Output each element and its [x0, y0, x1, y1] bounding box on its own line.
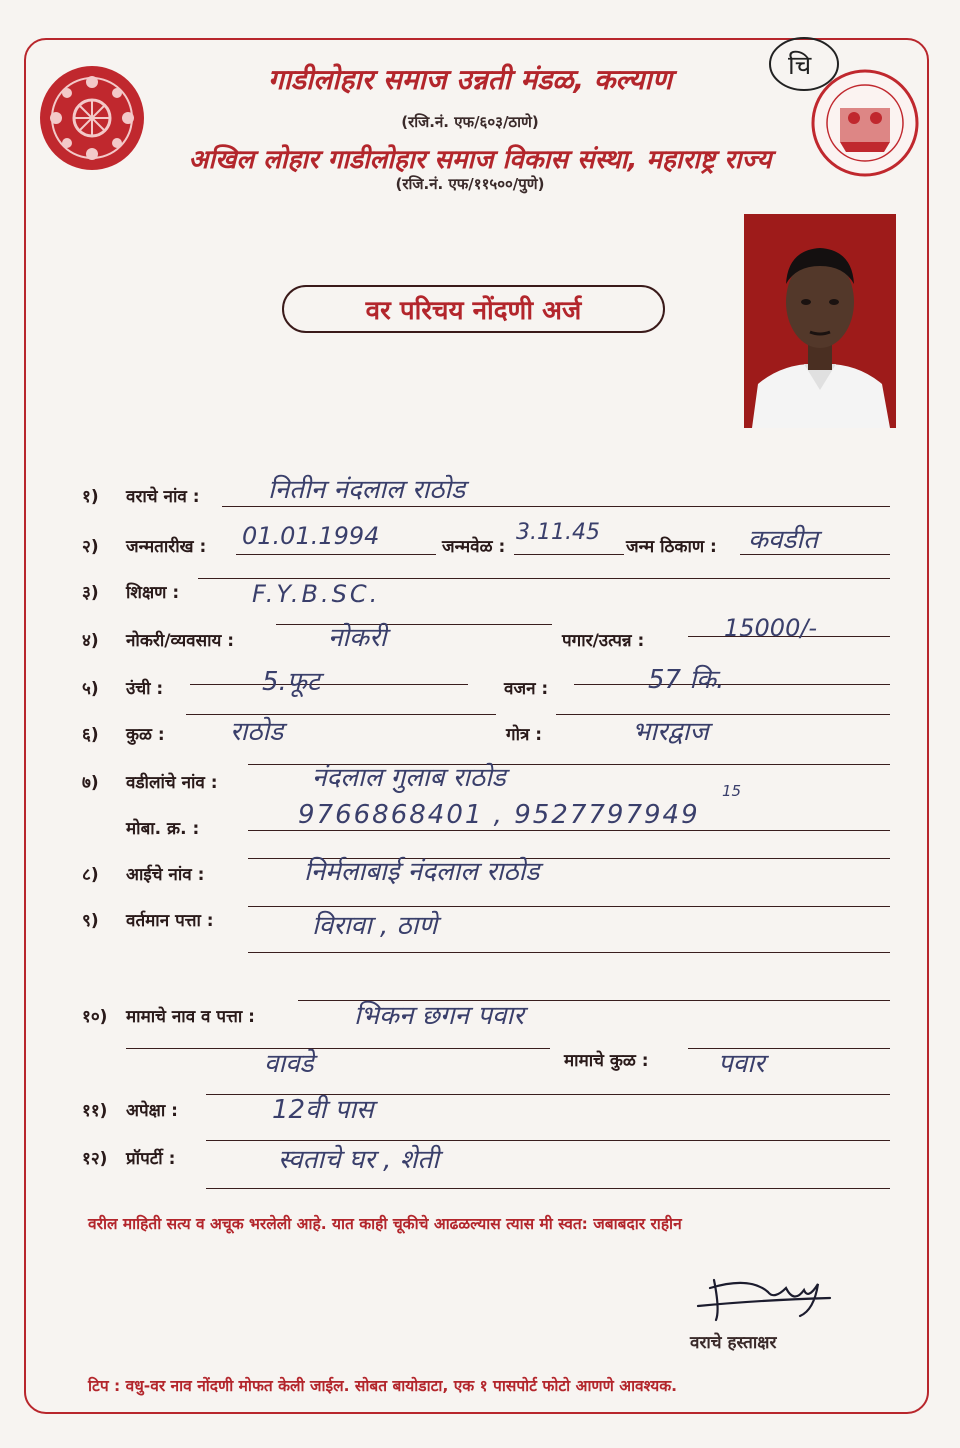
emblem-logo — [38, 64, 146, 172]
declaration-text: वरील माहिती सत्य व अचूक भरलेली आहे. यात काही चूकीचे आढळल्यास त्यास मी स्वत: जबाबदार राहीन — [88, 1215, 682, 1233]
signature-label: वराचे हस्ताक्षर — [690, 1333, 777, 1353]
property-line-2 — [206, 1188, 890, 1189]
field-2-number: २) — [82, 537, 99, 557]
birthdate-value: 01.01.1994 — [242, 522, 380, 550]
registration-1: (रजि.नं. एफ/६०३/ठाणे) — [401, 113, 539, 131]
education-label: शिक्षण : — [126, 583, 180, 603]
maternal-clan-value: पवार — [718, 1049, 765, 1079]
footer-note: टिप : वधु-वर नाव नोंदणी मोफत केली जाईल. सोबत बायोडाटा, एक १ पासपोर्ट फोटो आणणे आवश्यक. — [88, 1377, 678, 1395]
income-label: पगार/उत्पन्न : — [562, 631, 645, 651]
field-6-number: ६) — [82, 725, 99, 745]
maternal-uncle-place: वावडे — [264, 1049, 314, 1079]
groom-name-label: वराचे नांव : — [126, 487, 200, 507]
org-title-2: अखिल लोहार गाडीलोहार समाज विकास संस्था, महाराष्ट्र राज्य — [188, 145, 772, 175]
weight-value: 57 कि. — [648, 665, 725, 695]
occupation-value: नोकरी — [328, 623, 387, 653]
birth-time-line — [514, 554, 624, 555]
income-value: 15000/- — [724, 614, 818, 642]
field-1-number: १) — [82, 487, 99, 507]
maternal-uncle-value: भिकन छगन पवार — [354, 1001, 524, 1031]
father-name-value: नंदलाल गुलाब राठोड — [312, 763, 506, 793]
registration-2: (रजि.नं. एफ/११५००/पुणे) — [395, 175, 545, 193]
height-line — [190, 684, 468, 685]
field-11-number: ११) — [82, 1101, 108, 1121]
birth-time-label: जन्मवेळ : — [442, 537, 506, 557]
birthdate-line — [236, 554, 436, 555]
field-3-number: ३) — [82, 583, 99, 603]
mobile-label: मोबा. क्र. : — [126, 819, 200, 839]
field-12-number: १२) — [82, 1149, 108, 1169]
weight-line — [574, 684, 890, 685]
mother-name-value: निर्मलाबाई नंदलाल राठोड — [304, 857, 540, 887]
handwritten-mark — [764, 30, 844, 96]
address-label: वर्तमान पत्ता : — [126, 911, 214, 931]
mobile-line — [248, 830, 890, 831]
stamp-mark-text: चि — [788, 51, 812, 81]
property-label: प्रॉपर्टी : — [126, 1149, 176, 1169]
mobile-value: 9766868401 , 9527797949 — [298, 800, 700, 830]
clan-label: कुळ : — [126, 725, 165, 745]
father-name-label: वडीलांचे नांव : — [126, 773, 218, 793]
address-value: विरावा , ठाणे — [312, 911, 438, 941]
birthdate-label: जन्मतारीख : — [126, 537, 207, 557]
field-10-number: १०) — [82, 1007, 108, 1027]
address-line-2 — [248, 952, 890, 953]
weight-label: वजन : — [504, 679, 549, 699]
expectation-value: 12वी पास — [272, 1095, 374, 1125]
maternal-clan-label: मामाचे कुळ : — [564, 1051, 649, 1071]
birth-place-label: जन्म ठिकाण : — [626, 537, 717, 557]
maternal-uncle-line-2 — [126, 1048, 550, 1049]
field-5-number: ५) — [82, 679, 99, 699]
birth-place-value: कवडीत — [748, 525, 818, 555]
groom-name-value: नितीन नंदलाल राठोड — [268, 475, 466, 505]
occupation-line — [276, 624, 552, 625]
height-label: उंची : — [126, 679, 164, 699]
occupation-label: नोकरी/व्यवसाय : — [126, 631, 235, 651]
passport-photo — [744, 214, 896, 428]
education-value: F.Y.B.SC. — [252, 580, 381, 608]
gotra-value: भारद्वाज — [632, 717, 709, 747]
groom-signature — [690, 1270, 840, 1330]
height-value: 5.फूट — [262, 667, 320, 697]
field-4-number: ४) — [82, 631, 99, 651]
mother-name-label: आईचे नांव : — [126, 865, 205, 885]
field-8-number: ८) — [82, 865, 99, 885]
org-title-1: गाडीलोहार समाज उन्नती मंडळ, कल्याण — [268, 63, 672, 96]
gotra-label: गोत्र : — [506, 725, 543, 745]
property-value: स्वताचे घर , शेती — [278, 1145, 439, 1175]
expectation-label: अपेक्षा : — [126, 1101, 178, 1121]
birth-time-value: 3.11.45 — [516, 520, 600, 545]
groom-name-line — [222, 506, 890, 507]
mobile-correction: 15 — [722, 782, 742, 800]
maternal-uncle-label: मामाचे नाव व पत्ता : — [126, 1007, 255, 1027]
education-line — [198, 578, 890, 579]
form-title: वर परिचय नोंदणी अर्ज — [282, 285, 665, 333]
field-9-number: ९) — [82, 911, 99, 931]
gotra-line — [556, 714, 890, 715]
clan-value: राठोड — [230, 717, 284, 747]
field-7-number: ७) — [82, 773, 99, 793]
